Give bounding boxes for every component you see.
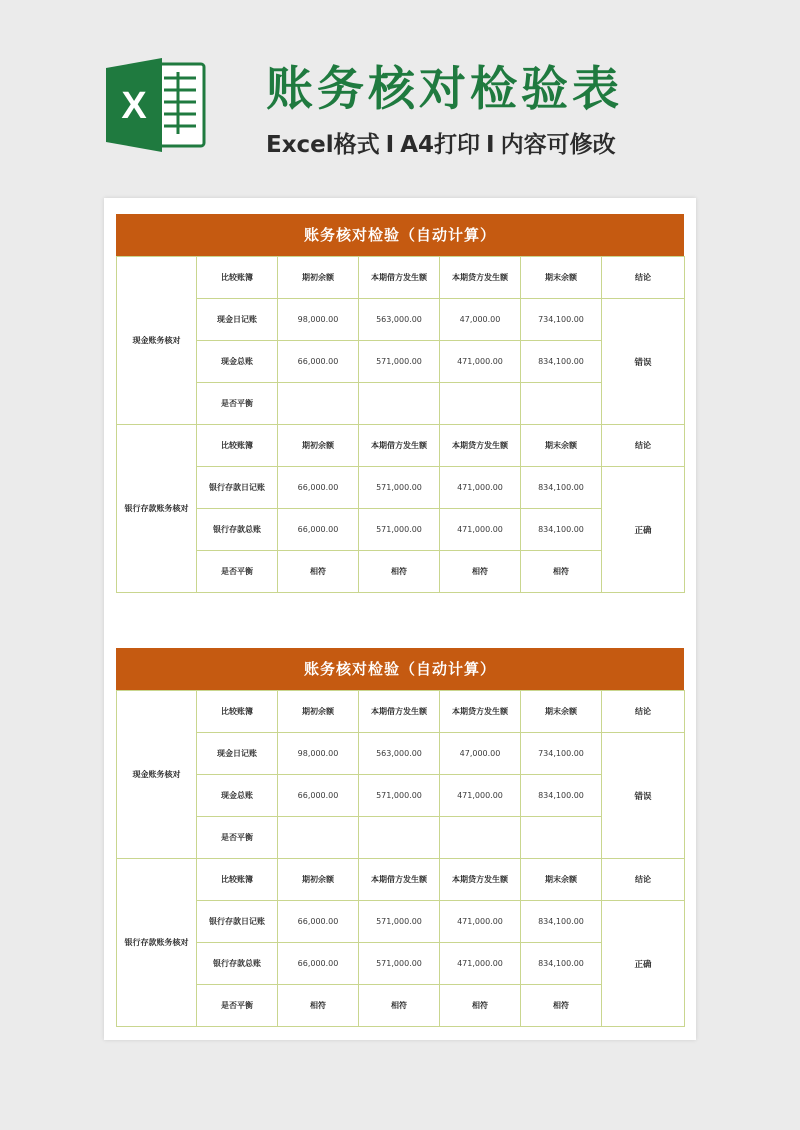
table-cell[interactable]: 相符 <box>521 985 602 1027</box>
table-cell[interactable]: 471,000.00 <box>440 901 521 943</box>
table-cell[interactable]: 571,000.00 <box>359 467 440 509</box>
table-cell[interactable]: 834,100.00 <box>521 509 602 551</box>
column-header: 结论 <box>602 257 685 299</box>
column-header: 比较账簿 <box>197 859 278 901</box>
section-name: 银行存款账务核对 <box>117 859 197 1027</box>
table-cell[interactable]: 66,000.00 <box>278 341 359 383</box>
table-header-row <box>117 257 685 299</box>
table-cell[interactable] <box>359 817 440 859</box>
table-cell[interactable]: 563,000.00 <box>359 299 440 341</box>
table-cell[interactable]: 571,000.00 <box>359 509 440 551</box>
column-header: 期末余额 <box>521 425 602 467</box>
column-header: 本期借方发生额 <box>359 425 440 467</box>
column-header: 结论 <box>602 691 685 733</box>
table-cell[interactable] <box>521 383 602 425</box>
reconciliation-table <box>116 256 685 593</box>
column-header: 期末余额 <box>521 257 602 299</box>
sheet-title: 账务核对检验（自动计算） <box>116 214 684 256</box>
table-cell[interactable]: 相符 <box>278 985 359 1027</box>
row-label[interactable]: 银行存款日记账 <box>197 467 278 509</box>
table-row <box>117 467 685 509</box>
section-name: 现金账务核对 <box>117 691 197 859</box>
page-title: 账务核对检验表 <box>266 62 623 117</box>
table-cell[interactable]: 相符 <box>359 985 440 1027</box>
table-cell[interactable] <box>278 817 359 859</box>
table-row <box>117 509 685 551</box>
reconciliation-sheet <box>116 648 684 1027</box>
conclusion-cell[interactable]: 正确 <box>602 467 685 593</box>
table-cell[interactable]: 相符 <box>440 551 521 593</box>
table-cell[interactable]: 734,100.00 <box>521 733 602 775</box>
document-paper <box>104 198 696 1040</box>
table-row <box>117 985 685 1027</box>
table-header-row <box>117 691 685 733</box>
column-header: 期初余额 <box>278 859 359 901</box>
table-cell[interactable]: 471,000.00 <box>440 943 521 985</box>
subtitle-print: A4打印 <box>400 132 481 158</box>
subtitle-format: Excel格式 <box>266 132 380 158</box>
column-header: 期初余额 <box>278 425 359 467</box>
table-cell[interactable]: 66,000.00 <box>278 467 359 509</box>
row-label[interactable]: 是否平衡 <box>197 985 278 1027</box>
table-cell[interactable]: 98,000.00 <box>278 299 359 341</box>
section-name: 现金账务核对 <box>117 257 197 425</box>
table-header-row <box>117 425 685 467</box>
table-cell[interactable] <box>278 383 359 425</box>
table-row <box>117 299 685 341</box>
table-cell[interactable]: 734,100.00 <box>521 299 602 341</box>
conclusion-cell[interactable]: 正确 <box>602 901 685 1027</box>
section-name: 银行存款账务核对 <box>117 425 197 593</box>
subtitle-separator: I <box>486 132 495 158</box>
reconciliation-table <box>116 690 685 1027</box>
table-cell[interactable]: 834,100.00 <box>521 341 602 383</box>
page-header <box>0 0 800 200</box>
row-label[interactable]: 银行存款总账 <box>197 943 278 985</box>
table-row <box>117 943 685 985</box>
table-cell[interactable] <box>521 817 602 859</box>
table-cell[interactable]: 98,000.00 <box>278 733 359 775</box>
table-cell[interactable]: 66,000.00 <box>278 509 359 551</box>
excel-icon <box>104 56 208 154</box>
row-label[interactable]: 是否平衡 <box>197 551 278 593</box>
table-cell[interactable]: 471,000.00 <box>440 341 521 383</box>
row-label[interactable]: 现金日记账 <box>197 299 278 341</box>
column-header: 本期贷方发生额 <box>440 859 521 901</box>
table-cell[interactable]: 571,000.00 <box>359 943 440 985</box>
subtitle-editable: 内容可修改 <box>500 132 616 158</box>
column-header: 比较账簿 <box>197 691 278 733</box>
table-row <box>117 775 685 817</box>
table-row <box>117 551 685 593</box>
table-cell[interactable]: 571,000.00 <box>359 341 440 383</box>
table-cell[interactable]: 834,100.00 <box>521 467 602 509</box>
row-label[interactable]: 现金日记账 <box>197 733 278 775</box>
table-row <box>117 901 685 943</box>
subtitle-separator: I <box>385 132 395 158</box>
table-cell[interactable]: 571,000.00 <box>359 901 440 943</box>
table-row <box>117 733 685 775</box>
excel-logo-letter: X <box>121 85 147 127</box>
table-cell[interactable]: 834,100.00 <box>521 901 602 943</box>
row-label[interactable]: 是否平衡 <box>197 383 278 425</box>
conclusion-cell[interactable]: 错误 <box>602 299 685 425</box>
column-header: 比较账簿 <box>197 425 278 467</box>
conclusion-cell[interactable]: 错误 <box>602 733 685 859</box>
table-cell[interactable]: 834,100.00 <box>521 943 602 985</box>
table-cell[interactable]: 563,000.00 <box>359 733 440 775</box>
row-label[interactable]: 银行存款日记账 <box>197 901 278 943</box>
table-row <box>117 817 685 859</box>
table-cell[interactable]: 471,000.00 <box>440 467 521 509</box>
table-header-row <box>117 859 685 901</box>
table-cell[interactable] <box>440 383 521 425</box>
column-header: 期末余额 <box>521 691 602 733</box>
row-label[interactable]: 现金总账 <box>197 775 278 817</box>
column-header: 本期借方发生额 <box>359 257 440 299</box>
page-subtitle <box>266 126 706 159</box>
table-cell[interactable]: 66,000.00 <box>278 901 359 943</box>
table-cell[interactable]: 47,000.00 <box>440 299 521 341</box>
table-row <box>117 341 685 383</box>
row-label[interactable]: 银行存款总账 <box>197 509 278 551</box>
column-header: 本期贷方发生额 <box>440 425 521 467</box>
table-cell[interactable]: 相符 <box>521 551 602 593</box>
table-cell[interactable]: 834,100.00 <box>521 775 602 817</box>
column-header: 本期借方发生额 <box>359 691 440 733</box>
column-header: 期初余额 <box>278 257 359 299</box>
column-header: 本期贷方发生额 <box>440 691 521 733</box>
table-cell[interactable]: 471,000.00 <box>440 509 521 551</box>
table-cell[interactable] <box>359 383 440 425</box>
column-header: 期初余额 <box>278 691 359 733</box>
column-header: 本期贷方发生额 <box>440 257 521 299</box>
table-cell[interactable]: 47,000.00 <box>440 733 521 775</box>
table-row <box>117 383 685 425</box>
table-cell[interactable]: 66,000.00 <box>278 775 359 817</box>
column-header: 结论 <box>602 859 685 901</box>
table-cell[interactable] <box>440 817 521 859</box>
table-cell[interactable]: 相符 <box>278 551 359 593</box>
table-cell[interactable]: 66,000.00 <box>278 943 359 985</box>
column-header: 结论 <box>602 425 685 467</box>
row-label[interactable]: 是否平衡 <box>197 817 278 859</box>
column-header: 期末余额 <box>521 859 602 901</box>
column-header: 本期借方发生额 <box>359 859 440 901</box>
table-cell[interactable]: 471,000.00 <box>440 775 521 817</box>
column-header: 比较账簿 <box>197 257 278 299</box>
reconciliation-sheet <box>116 214 684 593</box>
row-label[interactable]: 现金总账 <box>197 341 278 383</box>
table-cell[interactable]: 相符 <box>440 985 521 1027</box>
table-cell[interactable]: 相符 <box>359 551 440 593</box>
sheet-title: 账务核对检验（自动计算） <box>116 648 684 690</box>
table-cell[interactable]: 571,000.00 <box>359 775 440 817</box>
